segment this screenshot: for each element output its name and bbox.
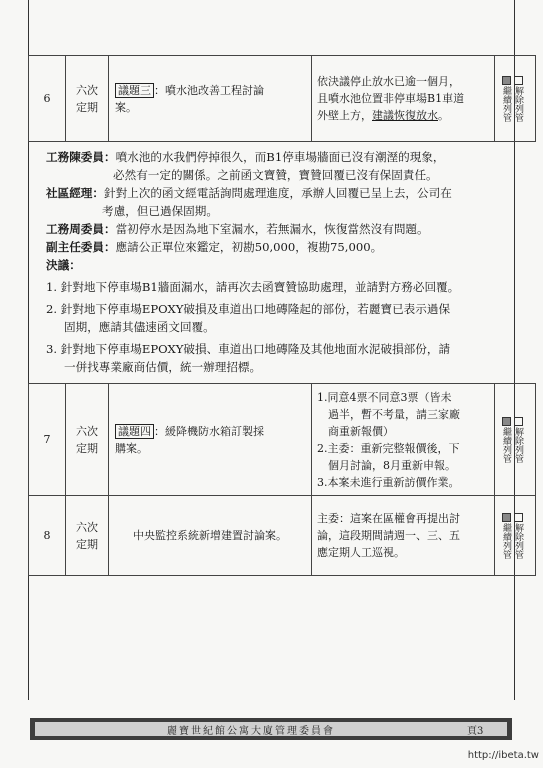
minutes-line: 副主任委員：應請公正單位來鑑定，初勘50,000，複勘75,000。	[46, 240, 383, 254]
agenda-table-rows-7-8	[28, 383, 536, 576]
session-cell: 六次 定期	[66, 384, 109, 496]
meeting-minutes	[46, 148, 506, 376]
topic-cell: 議題三 ：噴水池改善工程討論 案。	[109, 56, 312, 142]
status-cell: 繼續列管 解除列管	[495, 496, 536, 576]
topic-cell: 中央監控系統新增建置討論案。	[109, 496, 312, 576]
resolution-item: 3. 針對地下停車場EPOXY破損、車道出口地磚隆及其他地面水泥破損部份，請	[46, 342, 451, 356]
resolution-item-cont: 固期，應請其儘速函文回覆。	[64, 320, 215, 334]
release-checkbox[interactable]	[514, 76, 523, 85]
status-cell: 繼續列管 解除列管	[495, 56, 536, 142]
table-row	[29, 384, 536, 496]
minutes-line: 工務陳委員：噴水池的水我們停掉很久，而B1停車場牆面已沒有潮溼的現象，	[46, 150, 445, 164]
table-row	[29, 496, 536, 576]
release-checkbox[interactable]	[514, 513, 523, 522]
underlined-recommendation: 建議恢復放水	[372, 109, 438, 122]
minutes-line: 工務周委員：當初停水是因為地下室漏水，若無漏水，恢復當然沒有問題。	[46, 222, 429, 236]
resolution-item: 1. 針對地下停車場B1牆面漏水，請再次去函寶贊協助處理，並請對方務必回覆。	[46, 280, 460, 294]
item-number: 6	[29, 56, 66, 142]
minutes-line: 社區經理：針對上次的函文經電話詢問處理進度，承辦人回覆已呈上去，公司在	[46, 186, 452, 200]
resolution-cell: 1.同意4票不同意3票（皆未 過半，暫不考量，請三家廠 商重新報價） 2.主委：重新完整報價後，下 個月討論，8月重新申報。 3.本案未進行重新訪價作業。	[312, 384, 495, 496]
topic-tag: 議題四	[115, 424, 154, 439]
status-cell: 繼續列管 解除列管	[495, 384, 536, 496]
continue-checkbox[interactable]	[502, 513, 511, 522]
minutes-line: 必然有一定的關係。之前函文寶贊，寶贊回覆已沒有保固責任。	[113, 168, 438, 182]
session-cell: 六次 定期	[66, 496, 109, 576]
page-footer	[30, 718, 512, 740]
topic-cell: 議題四 ：緩降機防水箱訂製採 購案。	[109, 384, 312, 496]
page-number: 頁3	[467, 725, 484, 737]
watermark: http://ibeta.tw	[467, 750, 539, 761]
topic-tag: 議題三	[115, 83, 154, 98]
minutes-line: 考慮，但已過保固期。	[102, 204, 218, 218]
release-checkbox[interactable]	[514, 417, 523, 426]
item-number: 7	[29, 384, 66, 496]
session-cell: 六次 定期	[66, 56, 109, 142]
agenda-table-row-6	[28, 55, 536, 142]
committee-name: 麗寶世紀館公寓大廈管理委員會	[167, 725, 335, 737]
continue-checkbox[interactable]	[502, 417, 511, 426]
resolution-cell: 依決議停止放水已逾一個月， 且噴水池位置非停車場B1車道 外壁上方，建議恢復放水。	[312, 56, 495, 142]
resolution-item-cont: 一併找專業廠商估價，統一辦理招標。	[64, 360, 262, 374]
item-number: 8	[29, 496, 66, 576]
resolution-item: 2. 針對地下停車場EPOXY破損及車道出口地磚隆起的部份，若麗寶已表示過保	[46, 302, 451, 316]
resolution-cell: 主委：這案在區權會再提出討 論，這段期間請週一、三、五 應定期人工巡視。	[312, 496, 495, 576]
resolution-heading: 決議：	[46, 258, 81, 272]
table-row	[29, 56, 536, 142]
continue-checkbox[interactable]	[502, 76, 511, 85]
